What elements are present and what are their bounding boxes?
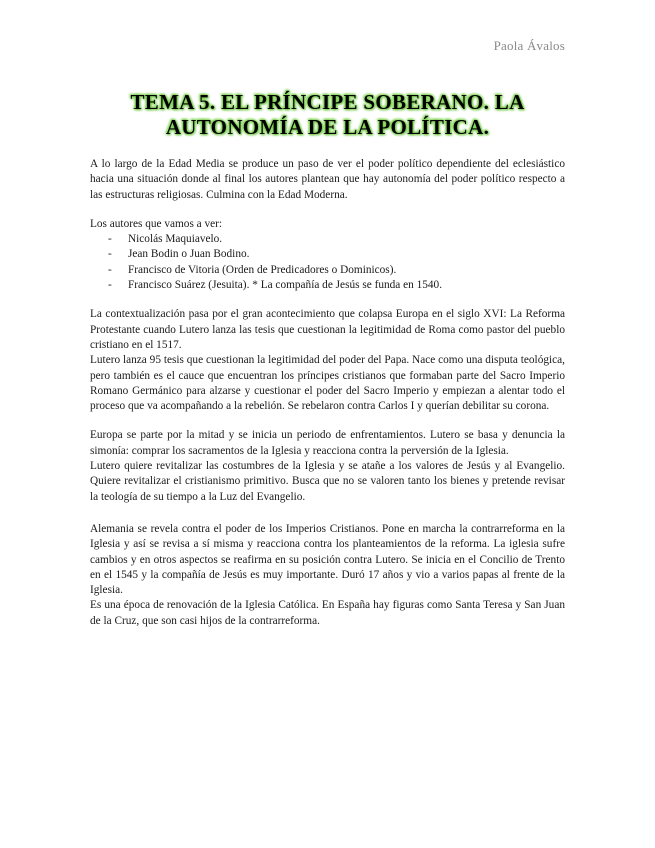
list-item-text: Nicolás Maquiavelo. [128, 233, 223, 246]
list-item [90, 247, 565, 262]
authors-list [90, 232, 565, 293]
paragraph-authors-intro: Los autores que vamos a ver: [90, 217, 223, 230]
paragraph-context: La contextualización pasa por el gran acontecimiento que colapsa Europa en el siglo XVI: La Reforma Protestante cuando Lutero lanza las tesis que cuestionan la legitimidad de Roma como pastor del pueblo cristiano en el 1517. [90, 308, 565, 351]
document-body [90, 157, 565, 629]
list-item [90, 232, 565, 247]
list-bullet: - [108, 263, 112, 276]
paragraph-europe-split: Europa se parte por la mitad y se inicia un periodo de enfrentamientos. Lutero se basa y denuncia la simonía: comprar los sacramentos de la Iglesia y reacciona contra la perversión de la Iglesia. [90, 429, 565, 457]
paragraph-luther-95: Lutero lanza 95 tesis que cuestionan la legitimidad del poder del Papa. Nace como una disputa teológica, pero también es el cauce que encuentran los príncipes cristianos que formaban parte del Sacro Imperio Romano Germánico para alzarse y cuestionar el poder del Sacro Imperio y empiezan a alentar todo el proceso que va acompañando a la rebelión. Se rebelaron contra Carlos I y querían debilitar su corona. [90, 354, 565, 413]
paragraph-intro: A lo largo de la Edad Media se produce un paso de ver el poder político dependiente del eclesiástico hacia una situación donde al final los autores plantean que hay autonomía del poder político respecto a las estructuras religiosas. Culmina con la Edad Moderna. [90, 158, 565, 201]
list-item [90, 278, 565, 293]
paragraph-luther-revitalize: Lutero quiere revitalizar las costumbres de la Iglesia y se atañe a los valores de Jesús y al Evangelio. Quiere revitalizar el cristianismo primitivo. Busca que no se valoren tanto los bienes y pretende revisar la teología de su tiempo a la Luz del Evangelio. [90, 460, 565, 503]
list-item-text: Francisco Suárez (Jesuita). * La compañía de Jesús se funda en 1540. [128, 279, 443, 292]
list-item-text: Francisco de Vitoria (Orden de Predicadores o Dominicos). [128, 263, 397, 276]
list-bullet: - [108, 233, 112, 246]
paragraph-germany: Alemania se revela contra el poder de los Imperios Cristianos. Pone en marcha la contrarreforma en la Iglesia y así se revisa a sí misma y reacciona contra los planteamientos de la reforma. La iglesia sufre cambios y en otros aspectos se reafirma en su posición contra Lutero. Se inicia en el Concilio de Trento en el 1545 y la compañía de Jesús es muy importante. Duró 17 años y vio a varios papas al frente de la Iglesia. [90, 522, 565, 597]
list-bullet: - [108, 248, 112, 261]
page-title: TEMA 5. EL PRÍNCIPE SOBERANO. LA AUTONOMÍA DE LA POLÍTICA. [130, 90, 525, 139]
paragraph-renewal: Es una época de renovación de la Iglesia Católica. En España hay figuras como Santa Teresa y San Juan de la Cruz, que son casi hijos de la contrarreforma. [90, 599, 565, 627]
list-bullet: - [108, 279, 112, 292]
list-item-text: Jean Bodin o Juan Bodino. [128, 248, 250, 261]
header-author: Paola Ávalos [493, 38, 565, 53]
list-item [90, 263, 565, 278]
